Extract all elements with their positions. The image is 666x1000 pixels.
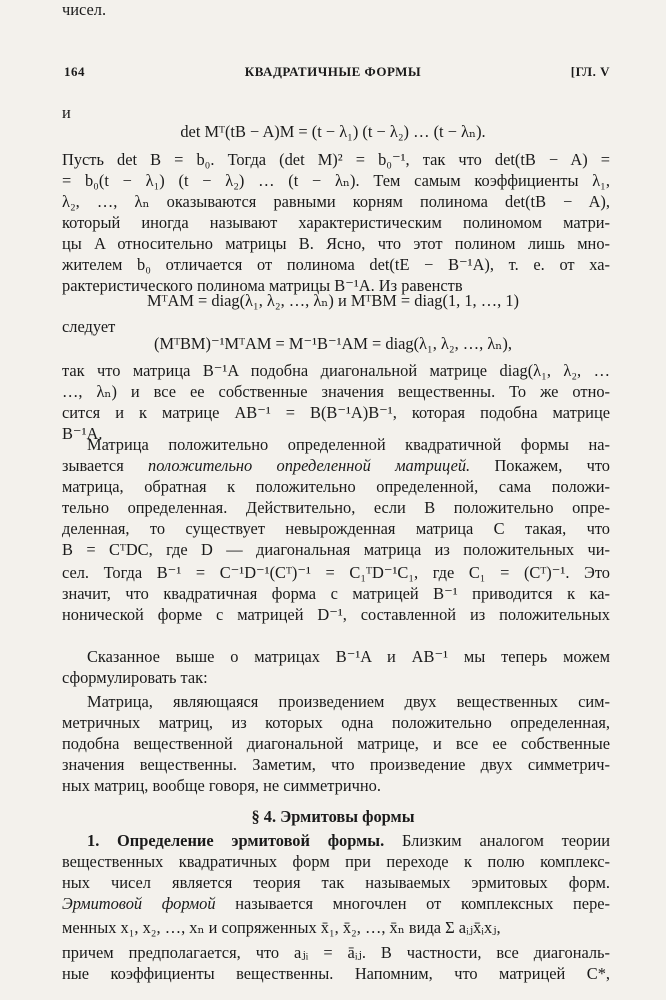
text-line: рактеристического полинома матрицы B⁻¹A. Из равенств <box>62 276 463 295</box>
text-line: MᵀAM = diag(λ₁, λ₂, …, λₙ) и MᵀBM = diag(1, 1, …, 1) <box>147 291 519 310</box>
text-line: B = CᵀDC, где D — диагональная матрица из положительных чи- <box>62 540 610 559</box>
text-line: нонической форме с матрицей D⁻¹, составленной из положительных <box>62 605 610 624</box>
text-line: ных чисел является теория так называемых эрмитовых форм. <box>62 873 610 892</box>
text-line: цы A относительно матрицы B. Ясно, что этот полином лишь мно- <box>62 234 610 253</box>
text-line: подобна вещественной диагональной матрице, и все ее собственные <box>62 734 610 753</box>
text-line: B⁻¹A. <box>62 424 103 443</box>
text-line: тельно определенная. Действительно, если B положительно опре- <box>62 498 610 517</box>
text-line: …, λₙ) и все ее собственные значения вещественны. То же отно- <box>62 382 610 401</box>
text-line: § 4. Эрмитовы формы <box>251 807 415 826</box>
text-line: жителем b₀ отличается от полинома det(tE − B⁻¹A), т. е. от ха- <box>62 255 610 274</box>
text-line: сел. Тогда B⁻¹ = C⁻¹D⁻¹(Cᵀ)⁻¹ = C₁ᵀD⁻¹C₁, где C₁ = (Cᵀ)⁻¹. Это <box>62 563 610 582</box>
page-number: 164 <box>64 64 85 79</box>
text-line: сится и к матрице AB⁻¹ = B(B⁻¹A)B⁻¹, которая подобна матрице <box>62 403 610 422</box>
text-line: Сказанное выше о матрицах B⁻¹A и AB⁻¹ мы теперь можем <box>87 647 610 666</box>
text-line: так что матрица B⁻¹A подобна диагональной матрице diag(λ₁, λ₂, … <box>62 361 610 380</box>
text-line: и <box>62 103 71 122</box>
text-line: Эрмитовой формой называется многочлен от комплексных пере- <box>62 894 611 913</box>
text-line: значения вещественны. Заметим, что произведение двух симметрич- <box>62 755 610 774</box>
text-line: деленная, то существует невырожденная матрица C такая, что <box>62 519 610 538</box>
text-line: чисел. <box>62 0 107 19</box>
text-line: следует <box>62 317 116 336</box>
text-line: менных x₁, x₂, …, xₙ и сопряженных x̄₁, x̄₂, …, x̄ₙ вида Σ aᵢⱼx̄ᵢxⱼ, <box>62 918 501 937</box>
text-line: ных матриц, вообще говоря, не симметрично. <box>62 776 381 795</box>
text-line: причем предполагается, что aⱼᵢ = āᵢⱼ. В частности, все диагональ- <box>62 943 610 962</box>
text-line: матрица, обратная к положительно определенной, сама положи- <box>62 477 610 496</box>
text-line: который иногда называют характеристическим полиномом матри- <box>62 213 610 232</box>
text-line: ные коэффициенты вещественны. Напомним, что матрицей C*, <box>62 964 610 983</box>
text-line: det Mᵀ(tB − A)M = (t − λ₁) (t − λ₂) … (t − λₙ). <box>180 122 486 141</box>
text-line: Пусть det B = b₀. Тогда (det M)² = b₀⁻¹, так что det(tB − A) = <box>62 150 610 169</box>
text-line: метричных матриц, из которых одна положительно определенная, <box>62 713 610 732</box>
text-line: зывается положительно определенной матрицей. Покажем, что <box>62 456 610 475</box>
running-title: КВАДРАТИЧНЫЕ ФОРМЫ <box>244 64 422 79</box>
text-line: значит, что квадратичная форма с матрицей B⁻¹ приводится к ка- <box>62 584 610 603</box>
text-line: Матрица, являющаяся произведением двух вещественных сим- <box>87 692 610 711</box>
text-line: (MᵀBM)⁻¹MᵀAM = M⁻¹B⁻¹AM = diag(λ₁, λ₂, …, λₙ), <box>154 334 512 353</box>
text-line: вещественных квадратичных форм при переходе к полю комплекс- <box>62 852 610 871</box>
text-line: λ₂, …, λₙ оказываются равными корням полинома det(tB − A), <box>62 192 610 211</box>
text-line: 1. Определение эрмитовой формы. Близким аналогом теории <box>87 831 610 850</box>
text-line: Матрица положительно определенной квадратичной формы на- <box>87 435 610 454</box>
text-line: = b₀(t − λ₁) (t − λ₂) … (t − λₙ). Тем самым коэффициенты λ₁, <box>62 171 610 190</box>
text-line: сформулировать так: <box>62 668 208 687</box>
chapter-marker: [ГЛ. V <box>570 64 610 79</box>
